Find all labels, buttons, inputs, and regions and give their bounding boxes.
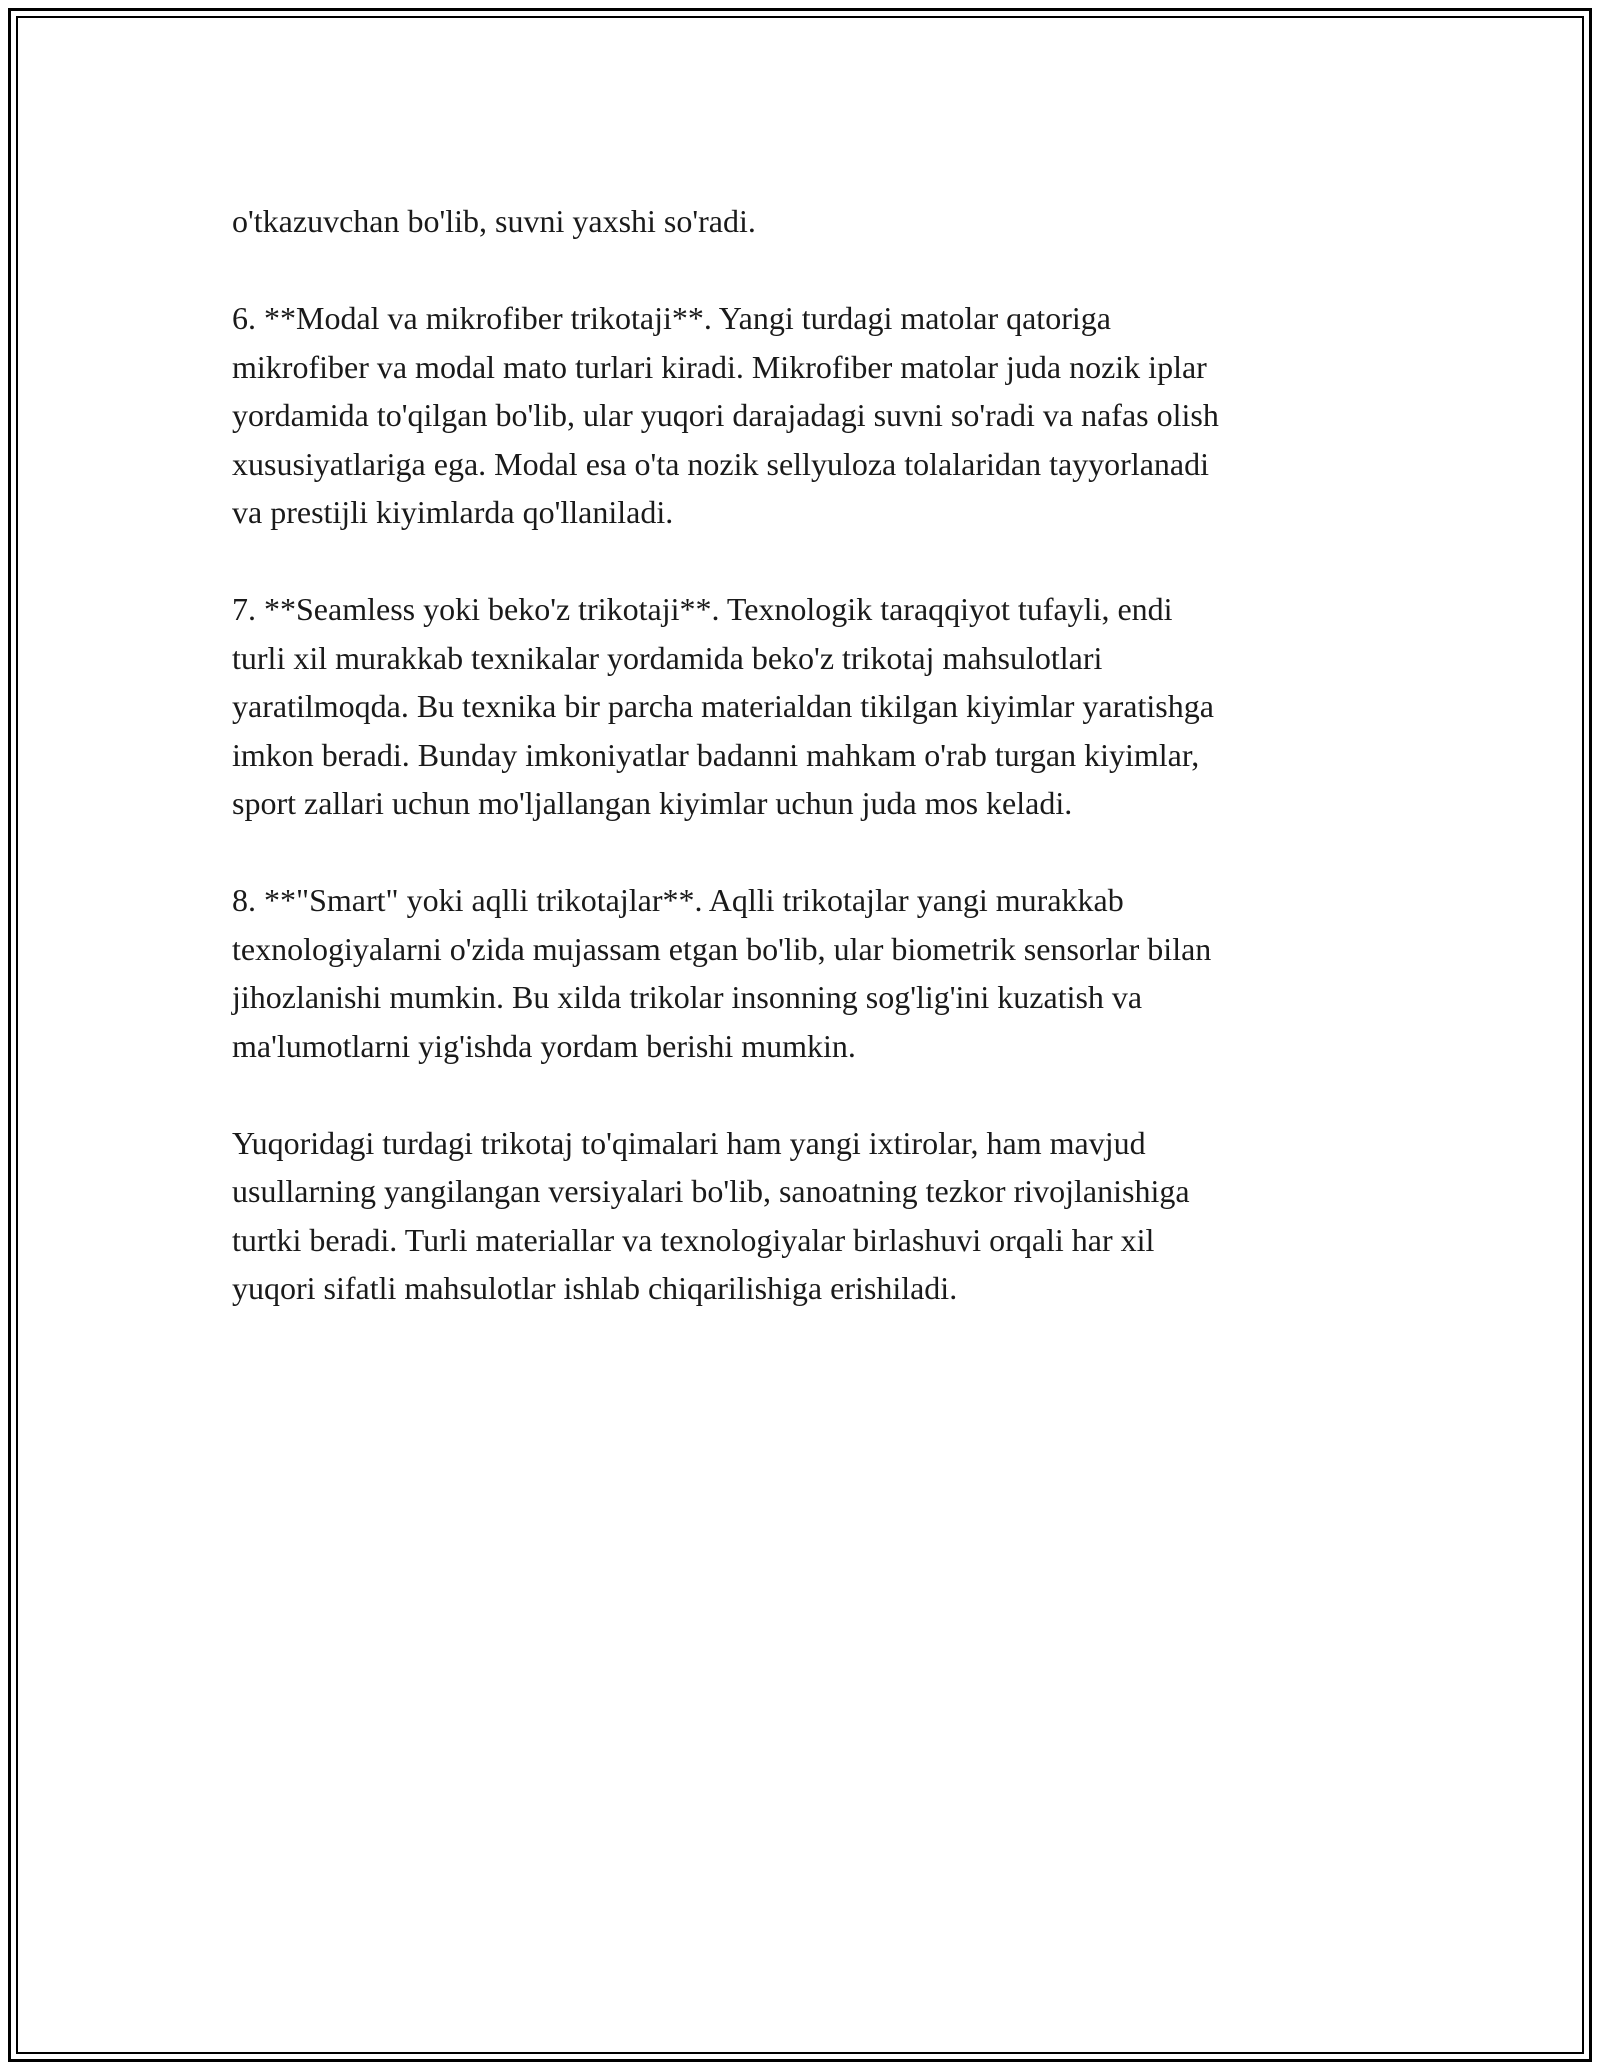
paragraph-item-8: 8. **"Smart" yoki aqlli trikotajlar**. Aqlli trikotajlar yangi murakkab texnologiyalarni o'zida mujassam etgan bo'lib, ular biometrik sensorlar bilan jihozlanishi mumkin. Bu xilda trikolar insonning sog'lig'ini kuzatish va ma'lumotlarni yig'ishda yordam berishi mumkin.	[232, 882, 1212, 1064]
paragraph-item-6: 6. **Modal va mikrofiber trikotaji**. Yangi turdagi matolar qatoriga mikrofiber va modal mato turlari kiradi. Mikrofiber matolar juda nozik iplar yordamida to'qilgan bo'lib, ular yuqori darajadagi suvni so'radi va nafas olish xususiyatlariga ega. Modal esa o'ta nozik sellyuloza tolalaridan tayyorlanadi va prestijli kiyimlarda qo'llaniladi.	[232, 300, 1219, 530]
paragraph-item-7: 7. **Seamless yoki beko'z trikotaji**. Texnologik taraqqiyot tufayli, endi turli xil murakkab texnikalar yordamida beko'z trikotaj mahsulotlari yaratilmoqda. Bu texnika bir parcha materialdan tikilgan kiyimlar yaratishga imkon beradi. Bunday imkoniyatlar badanni mahkam o'rab turgan kiyimlar, sport zallari uchun mo'ljallangan kiyimlar uchun juda mos keladi.	[232, 591, 1214, 821]
paragraph-conclusion: Yuqoridagi turdagi trikotaj to'qimalari ham yangi ixtirolar, ham mavjud usullarning yangilangan versiyalari bo'lib, sanoatning tezkor rivojlanishiga turtki beradi. Turli materiallar va texnologiyalar birlashuvi orqali har xil yuqori sifatli mahsulotlar ishlab chiqarilishiga erishiladi.	[232, 1124, 1190, 1306]
page-frame	[8, 8, 1592, 2062]
paragraph-continuation: o'tkazuvchan bo'lib, suvni yaxshi so'radi.	[232, 203, 756, 239]
document-body	[232, 197, 1392, 1361]
